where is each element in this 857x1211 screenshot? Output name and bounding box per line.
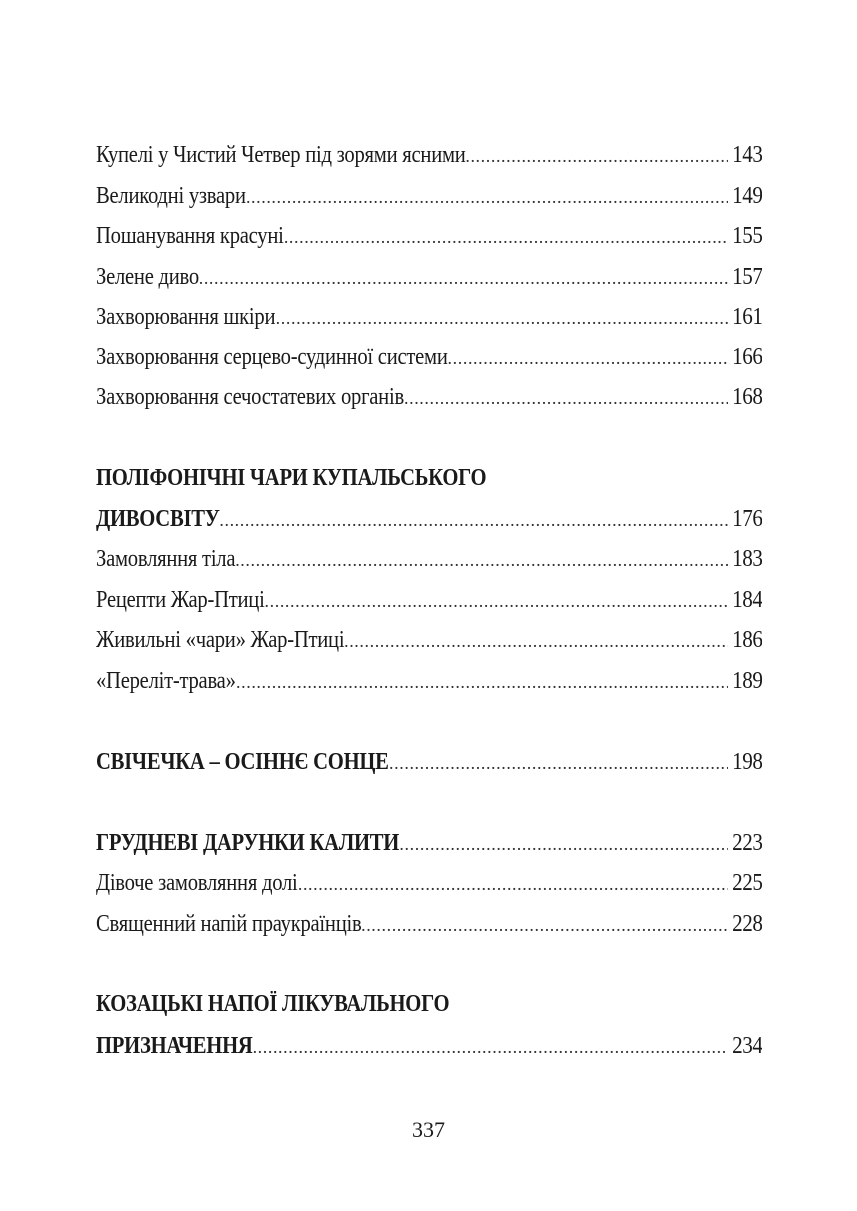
toc-section-heading — [96, 827, 762, 857]
toc-entry — [96, 139, 762, 169]
toc-entry — [96, 261, 762, 291]
toc-entry-page: 228 — [731, 911, 762, 937]
dot-leader — [361, 916, 727, 938]
toc-entry-title: Дівоче замовляння долі — [96, 870, 298, 896]
toc-section-heading — [96, 1030, 762, 1060]
dot-leader — [284, 228, 728, 250]
toc-entry-page: 186 — [731, 627, 762, 653]
dot-leader — [235, 551, 727, 573]
dot-leader — [276, 309, 728, 331]
dot-leader — [253, 1038, 728, 1060]
toc-entry — [96, 220, 762, 250]
toc-entry-title: Пошанування красуні — [96, 223, 284, 249]
toc-entry-title: Священний напій праукраїнців — [96, 911, 362, 937]
toc-entry-title: Захворювання сечостатевих органів — [96, 384, 404, 410]
toc-entry-title: СВІЧЕЧКА – ОСІННЄ СОНЦЕ — [96, 749, 389, 775]
toc-section-heading — [96, 503, 762, 533]
toc-entry-page: 189 — [731, 668, 762, 694]
dot-leader — [199, 269, 728, 291]
dot-leader — [448, 349, 728, 371]
toc-entry-title: Захворювання шкіри — [96, 304, 276, 330]
toc-entry — [96, 381, 762, 411]
dot-leader — [344, 632, 727, 654]
toc-entry-title: ПРИЗНАЧЕННЯ — [96, 1033, 253, 1059]
toc-section-heading — [96, 988, 762, 1018]
toc-entry-title: Замовляння тіла — [96, 546, 236, 572]
dot-leader — [465, 147, 727, 169]
toc-entry-title: ДИВОСВІТУ — [96, 506, 220, 532]
toc-section-heading — [96, 462, 762, 492]
toc-entry-page: 176 — [731, 506, 762, 532]
dot-leader — [399, 835, 727, 857]
toc-section-heading — [96, 746, 762, 776]
toc-entry-page: 157 — [731, 264, 762, 290]
toc-entry — [96, 301, 762, 331]
dot-leader — [219, 511, 727, 533]
toc-entry-page: 161 — [731, 304, 762, 330]
toc-entry — [96, 584, 762, 614]
toc-entry-page: 166 — [731, 344, 762, 370]
toc-entry-title: ПОЛІФОНІЧНІ ЧАРИ КУПАЛЬСЬКОГО — [96, 465, 487, 491]
toc-entry-page: 184 — [731, 587, 762, 613]
toc-entry-page: 183 — [731, 546, 762, 572]
toc-entry-title: «Переліт-трава» — [96, 668, 236, 694]
page-number: 337 — [412, 1117, 445, 1142]
toc-entry-title: Захворювання серцево-судинної системи — [96, 344, 448, 370]
toc-entry-title: Великодні узвари — [96, 183, 246, 209]
toc-entry-title: Рецепти Жар-Птиці — [96, 587, 265, 613]
toc-entry — [96, 908, 762, 938]
toc-entry-page: 168 — [731, 384, 762, 410]
dot-leader — [298, 875, 728, 897]
toc-entry — [96, 341, 762, 371]
toc-entry-title: Живильні «чари» Жар-Птиці — [96, 627, 345, 653]
toc-entry-title: Зелене диво — [96, 264, 199, 290]
dot-leader — [246, 188, 728, 210]
toc-entry — [96, 867, 762, 897]
toc-entry-page: 155 — [731, 223, 762, 249]
dot-leader — [265, 592, 728, 614]
toc-entry-page: 198 — [731, 749, 762, 775]
toc-entry-page: 143 — [731, 142, 762, 168]
toc-entry-page: 234 — [731, 1033, 762, 1059]
toc-entry — [96, 665, 762, 695]
toc-entry-page: 223 — [731, 830, 762, 856]
toc-entry-title: КОЗАЦЬКІ НАПОЇ ЛІКУВАЛЬНОГО — [96, 991, 450, 1017]
toc-entry — [96, 180, 762, 210]
dot-leader — [404, 389, 728, 411]
toc-entry-page: 149 — [731, 183, 762, 209]
dot-leader — [236, 673, 727, 695]
dot-leader — [389, 754, 727, 776]
toc-entry — [96, 543, 762, 573]
toc-entry-page: 225 — [731, 870, 762, 896]
toc-entry-title: Купелі у Чистий Четвер під зорями ясними — [96, 142, 466, 168]
toc-entry-title: ГРУДНЕВІ ДАРУНКИ КАЛИТИ — [96, 830, 400, 856]
toc-entry — [96, 624, 762, 654]
